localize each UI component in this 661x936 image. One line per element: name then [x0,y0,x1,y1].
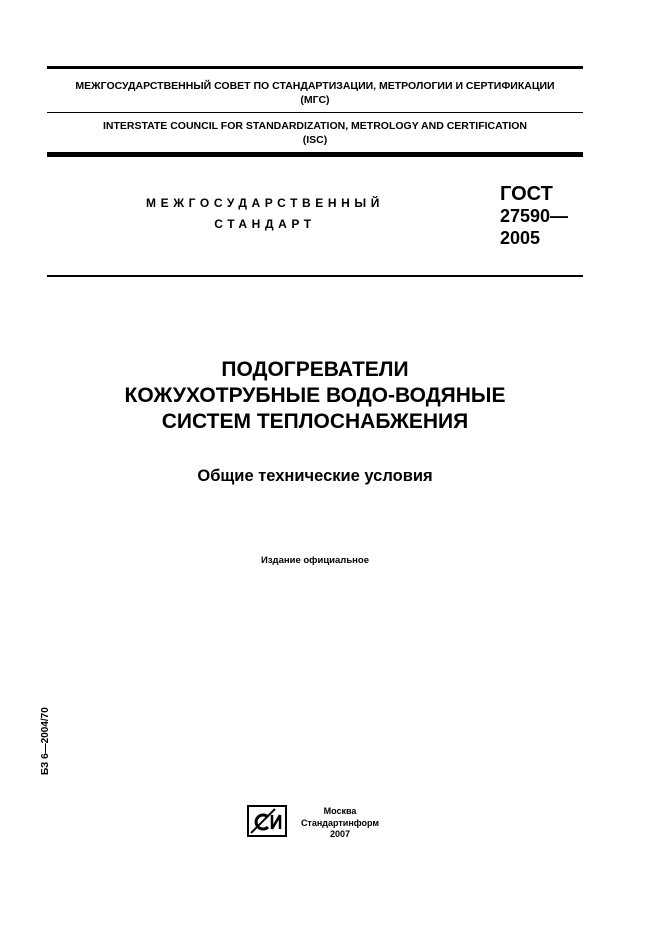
standartinform-logo-icon [247,805,287,837]
top-rule [47,66,583,69]
publisher-year: 2007 [329,829,351,839]
edition-note: Издание официальное [261,555,369,566]
gost-prefix: ГОСТ [500,183,553,205]
header-bottom-rule [47,152,583,157]
council-ru-name: МЕЖГОСУДАРСТВЕННЫЙ СОВЕТ ПО СТАНДАРТИЗАЦИИ, МЕТРОЛОГИИ И СЕРТИФИКАЦИИ [75,80,555,92]
publisher-name: Стандартинформ [300,817,380,828]
title-line2: КОЖУХОТРУБНЫЕ ВОДО-ВОДЯНЫЕ [124,384,506,407]
interstate-standard-label [140,193,390,235]
document-subtitle: Общие технические условия [197,467,433,485]
publisher-block [295,806,385,841]
standard-divider [47,275,583,277]
gost-designation [500,183,568,249]
council-en [47,119,583,147]
title-line3: СИСТЕМ ТЕПЛОСНАБЖЕНИЯ [161,410,469,433]
council-ru [47,79,583,107]
interstate-label-line1: МЕЖГОСУДАРСТВЕННЫЙ [146,196,384,210]
title-line1: ПОДОГРЕВАТЕЛИ [221,358,409,381]
interstate-label-line2: СТАНДАРТ [214,217,316,231]
side-code: БЗ 6—2004/70 [40,707,51,775]
council-ru-abbr: (МГС) [300,94,330,106]
document-title [47,357,583,435]
council-en-abbr: (ISC) [302,134,328,146]
gost-year: 2005 [500,228,541,248]
council-en-name: INTERSTATE COUNCIL FOR STANDARDIZATION, METROLOGY AND CERTIFICATION [102,120,528,132]
gost-number: 27590— [500,206,569,226]
publisher-city: Москва [323,806,357,816]
header-divider [47,112,583,113]
